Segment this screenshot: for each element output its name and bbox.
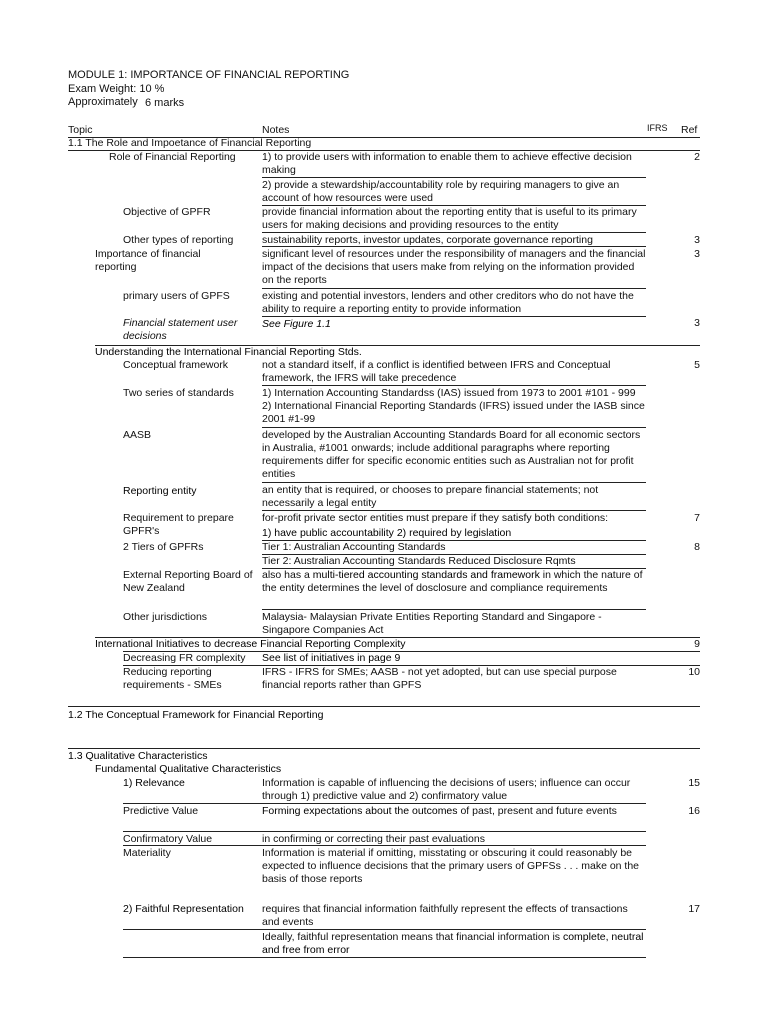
row-topic: External Reporting Board of New Zealand	[123, 569, 253, 594]
divider	[262, 385, 646, 386]
divider	[262, 609, 646, 610]
divider	[262, 246, 646, 247]
note-text: also has a	[262, 569, 313, 581]
row-ref: 17	[688, 903, 700, 915]
row-topic: Importance of financial reporting	[95, 248, 201, 273]
row-note: Information is capable of influencing the decisions of users; influence can occur through 1) predictive value and 2) confirmatory value	[262, 777, 631, 802]
row-topic: Confirmatory Value	[123, 833, 213, 845]
section-heading: 1.1 The Role and Impoetance of Financial Reporting	[68, 137, 312, 149]
row-topic: Other jurisdictions	[123, 611, 208, 623]
row-topic: AASB	[123, 429, 152, 441]
row-ref: 10	[688, 666, 700, 678]
row-topic: Reducing reporting requirements - SMEs	[123, 666, 222, 691]
row-note: significant level of resources under the responsibility of managers and the financial impact of the decisions that users make from relying on the information provided on the reports	[262, 248, 646, 286]
approx-value: 6 marks	[145, 97, 185, 109]
row-note: 1) to provide users with information to enable them to achieve effective decision making	[262, 151, 632, 176]
row-topic: primary users of GPFS	[123, 290, 230, 302]
row-topic: Requirement to prepare GPFR's	[123, 512, 234, 537]
row-note: See list of initiatives in page 9	[262, 652, 401, 664]
row-note-emphasis: 1) have public accountability 2) required by legislation	[262, 527, 512, 539]
row-note: Tier 1: Australian Accounting Standards	[262, 541, 446, 553]
note-text: Ideally, faithful representation means that financial information is	[262, 931, 563, 943]
column-header-ref: Ref	[681, 124, 698, 136]
row-ref: 7	[694, 512, 700, 524]
divider	[123, 803, 646, 804]
row-topic: Two series of standards	[123, 387, 234, 399]
note-text: of past, present and future events	[457, 805, 617, 817]
row-topic: Decreasing FR complexity	[123, 652, 246, 664]
row-note: provide financial information about the reporting entity that is useful to its primary users for making decisions and providing resources to the entity	[262, 206, 637, 231]
row-note	[262, 805, 646, 818]
row-topic: Predictive Value	[123, 805, 199, 817]
row-topic: Reporting entity	[123, 485, 197, 497]
section-heading: 1.3 Qualitative Characteristics	[68, 750, 208, 762]
row-note: 2) provide a stewardship/accountability role by requiring managers to give an account of how resources were used	[262, 179, 620, 204]
note-text: in which the nature of the entity determines the level of dosclosure and compliance requirements	[262, 569, 643, 594]
section-subheading: Fundamental Qualitative Characteristics	[95, 763, 282, 775]
divider	[262, 288, 646, 289]
divider	[68, 706, 700, 707]
divider	[262, 316, 646, 317]
section-heading: 1.2 The Conceptual Framework for Financial Reporting	[68, 709, 324, 721]
row-note: sustainability reports, investor updates, corporate governance reporting	[262, 234, 593, 246]
row-ref: 3	[694, 234, 700, 246]
column-header-topic: Topic	[68, 124, 93, 136]
divider	[68, 748, 700, 749]
section-heading: Understanding the International Financial Reporting Stds.	[95, 346, 362, 358]
exam-weight: Exam Weight: 10 %	[68, 83, 165, 95]
document-title: MODULE 1: IMPORTANCE OF FINANCIAL REPORTING	[68, 69, 350, 81]
row-topic: Conceptual framework	[123, 359, 229, 371]
row-ref: 9	[694, 638, 700, 650]
row-note: an entity that is required, or chooses to prepare financial statements; not necessarily a legal entity	[262, 484, 599, 509]
row-topic: 2 Tiers of GPFRs	[123, 541, 204, 553]
row-note: See Figure 1.1	[262, 318, 331, 330]
row-note: Tier 2: Australian Accounting Standards Reduced Disclosure Rqmts	[262, 555, 576, 567]
row-note: developed by the Australian Accounting Standards Board for all economic sectors in Australia, #1001 onwards; include additional paragraphs where reporting requirements differ for specific economic entities such as Australian not for profit entities	[262, 429, 641, 480]
row-note	[262, 569, 646, 595]
divider	[123, 929, 646, 930]
row-note: IFRS - IFRS for SMEs; AASB - not yet adopted, but can use special purpose financial reports rather than GPFS	[262, 666, 617, 691]
column-header-notes: Notes	[262, 124, 290, 136]
row-topic: Objective of GPFR	[123, 206, 211, 218]
note-emphasis: complete, neutral and free from error	[262, 931, 644, 956]
section-heading: International Initiatives to decrease Financial Reporting Complexity	[95, 638, 406, 650]
row-ref: 3	[694, 317, 700, 329]
approx-label: Approximately	[68, 96, 138, 108]
row-ref: 15	[688, 777, 700, 789]
row-topic: 2) Faithful Representation	[123, 903, 244, 915]
row-ref: 16	[688, 805, 700, 817]
note-emphasis: multi-tiered accounting standards and framework	[312, 569, 540, 581]
divider	[262, 482, 646, 483]
divider	[123, 845, 646, 846]
row-ref: 8	[694, 541, 700, 553]
row-note: Information is material if omitting, misstating or obscuring it could reasonably be expected to influence decisions that the primary users of GPFSs . . . make on the basis of those reports	[262, 847, 640, 885]
row-note: Malaysia- Malaysian Private Entities Reporting Standard and Singapore - Singapore Companies Act	[262, 611, 602, 636]
row-topic: Other types of reporting	[123, 234, 234, 246]
row-topic: Materiality	[123, 847, 171, 859]
row-note: for-profit private sector entities must prepare if they satisfy both conditions:	[262, 512, 609, 524]
row-note: in confirming or correcting their past evaluations	[262, 833, 485, 845]
divider	[262, 510, 646, 511]
row-ref: 5	[694, 359, 700, 371]
divider	[262, 427, 646, 428]
note-emphasis: Forming expectations about the outcomes	[262, 805, 458, 817]
row-note: requires that financial information faithfully represent the effects of transactions and events	[262, 903, 628, 928]
row-note: 1) Internation Accounting Standardss (IAS) issued from 1973 to 2001 #101 - 999 2) International Financial Reporting Standards (IFRS) issued under the IASB since 2001 #1-99	[262, 387, 645, 425]
row-note	[262, 931, 646, 957]
row-topic: 1) Relevance	[123, 777, 185, 789]
divider	[262, 177, 646, 178]
divider	[262, 232, 646, 233]
row-topic: Financial statement user decisions	[123, 317, 238, 342]
row-topic: Role of Financial Reporting	[109, 151, 236, 163]
column-header-ifrs: IFRS	[647, 123, 668, 133]
row-note: not a standard itself, if a conflict is identified between IFRS and Conceptual framework, the IFRS will take precedence	[262, 359, 611, 384]
divider	[123, 831, 646, 832]
row-ref: 2	[694, 151, 700, 163]
row-ref: 3	[694, 248, 700, 260]
divider	[123, 957, 646, 958]
row-note: existing and potential investors, lenders and other creditors who do not have the ability to require a reporting entity to provide information	[262, 290, 634, 315]
